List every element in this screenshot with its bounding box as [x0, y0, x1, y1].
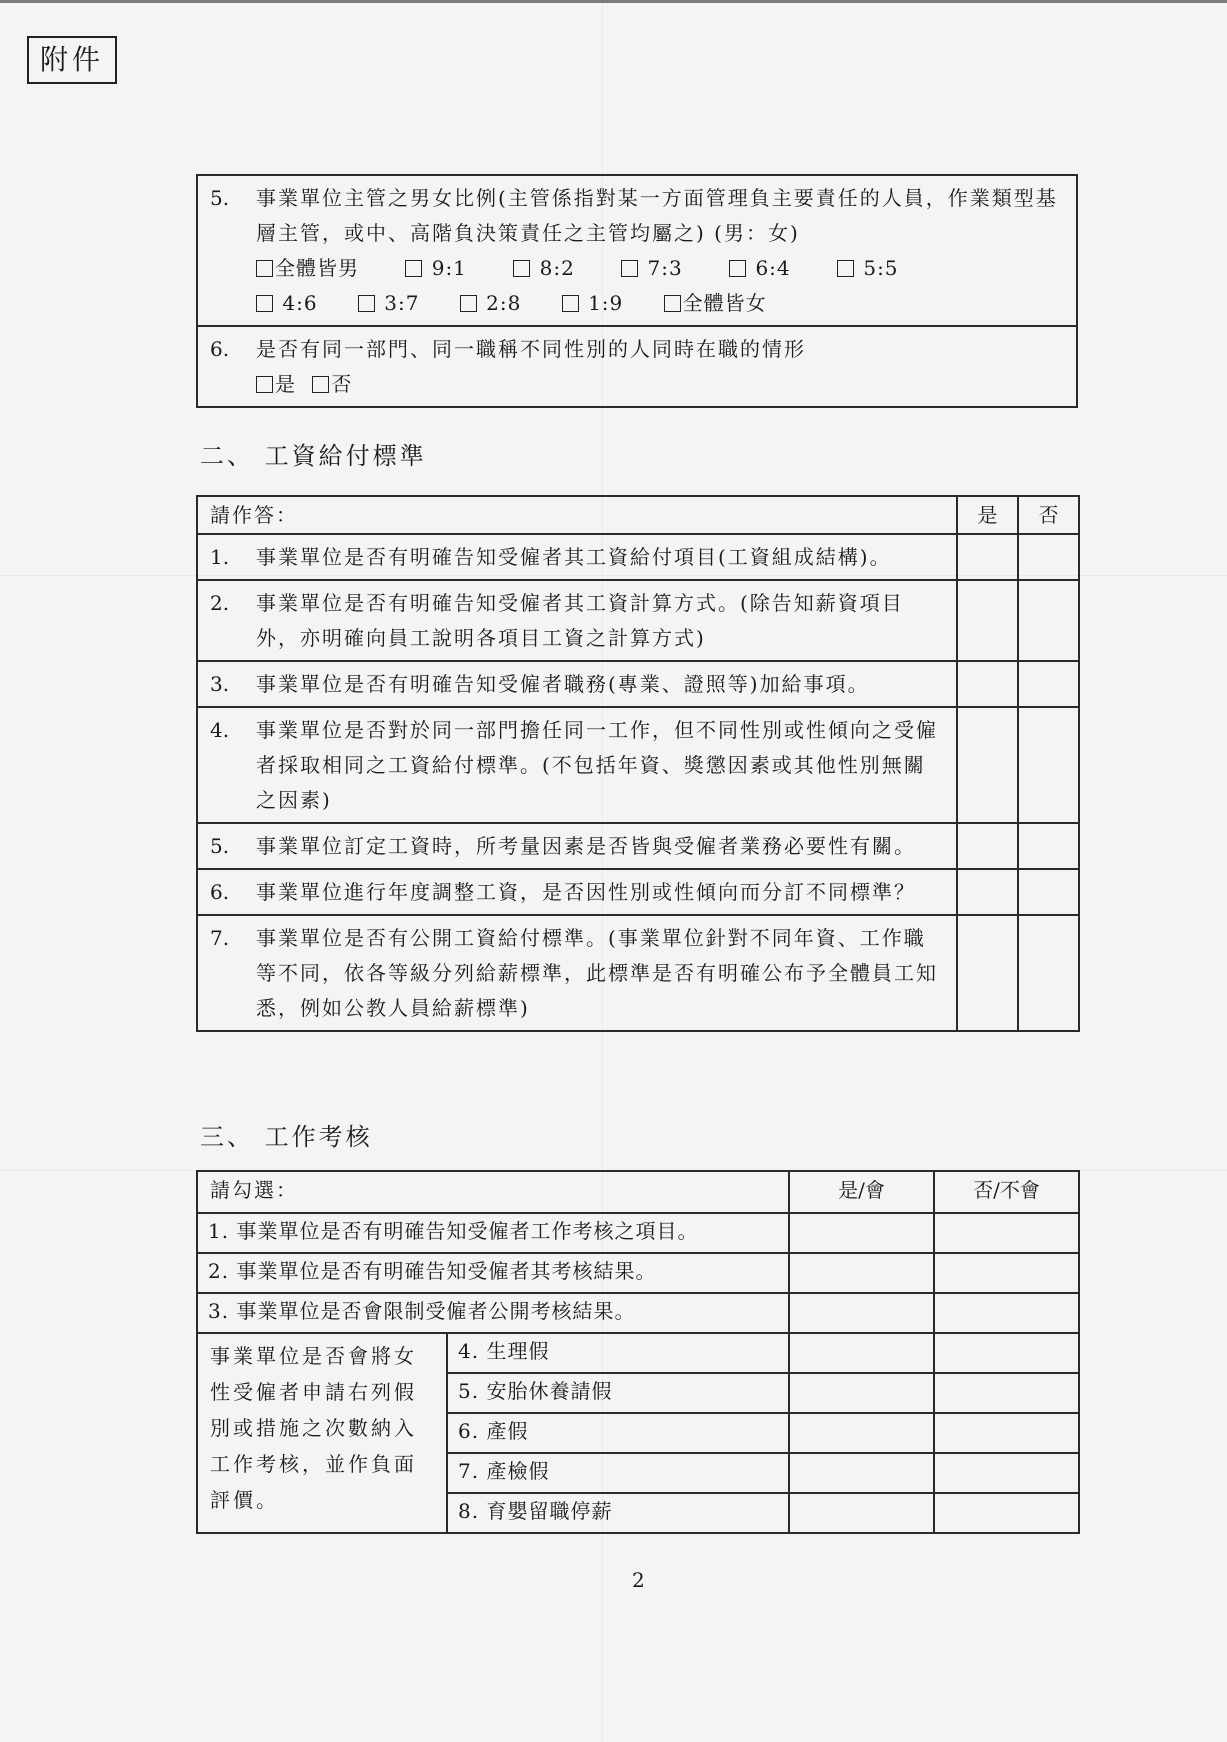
checkbox-icon[interactable] — [729, 260, 746, 277]
checkbox-icon[interactable] — [312, 376, 329, 393]
answer-no-cell[interactable] — [934, 1253, 1079, 1293]
item-text: 事業單位是否對於同一部門擔任同一工作，但不同性別或性傾向之受僱者採取相同之工資給付標準。(不包括年資、獎懲因素或其他性別無關之因素) — [256, 718, 938, 812]
q5-option[interactable]: 6:4 — [729, 251, 791, 286]
answer-yes-cell[interactable] — [957, 661, 1018, 707]
item-number: 7. — [210, 926, 230, 950]
answer-yes-cell[interactable] — [789, 1373, 934, 1413]
leave-item: 8. 育嬰留職停薪 — [447, 1493, 789, 1533]
q5-option[interactable]: 9:1 — [405, 251, 467, 286]
answer-no-cell[interactable] — [934, 1373, 1079, 1413]
q5-option[interactable]: 7:3 — [621, 251, 683, 286]
q5-option[interactable]: 2:8 — [460, 286, 522, 321]
answer-yes-cell[interactable] — [789, 1453, 934, 1493]
col-yes-header: 是 — [957, 496, 1018, 534]
answer-yes-cell[interactable] — [789, 1253, 934, 1293]
leave-group-label: 事業單位是否會將女性受僱者申請右列假別或措施之次數納入工作考核，並作負面評價。 — [197, 1333, 447, 1533]
checkbox-icon[interactable] — [837, 260, 854, 277]
checkbox-icon[interactable] — [256, 260, 273, 277]
leave-item: 6. 產假 — [447, 1413, 789, 1453]
annex-label: 附件 — [27, 36, 117, 84]
table-row — [197, 661, 1079, 707]
scan-top-edge — [0, 0, 1227, 3]
leave-item: 7. 產檢假 — [447, 1453, 789, 1493]
checkbox-icon[interactable] — [256, 376, 273, 393]
answer-yes-cell[interactable] — [957, 869, 1018, 915]
checkbox-icon[interactable] — [358, 295, 375, 312]
answer-yes-cell[interactable] — [957, 580, 1018, 661]
answer-yes-cell[interactable] — [789, 1293, 934, 1333]
table-row — [197, 1293, 1079, 1333]
item-text: 2. 事業單位是否有明確告知受僱者其考核結果。 — [197, 1253, 789, 1293]
q5-options-row1 — [256, 251, 1066, 286]
answer-yes-cell[interactable] — [957, 534, 1018, 580]
table-row — [197, 707, 1079, 823]
q5-option[interactable]: 4:6 — [256, 286, 318, 321]
q5-options-row2 — [256, 286, 1066, 321]
checkbox-icon[interactable] — [460, 295, 477, 312]
answer-no-cell[interactable] — [1018, 869, 1079, 915]
section3-heading: 三、 工作考核 — [200, 1123, 373, 1151]
section2-heading: 二、 工資給付標準 — [200, 442, 427, 470]
item-number: 6. — [210, 880, 230, 904]
table-row — [197, 869, 1079, 915]
q5-option[interactable]: 5:5 — [837, 251, 899, 286]
answer-yes-cell[interactable] — [789, 1493, 934, 1533]
section2-table — [196, 495, 1080, 1032]
checkbox-icon[interactable] — [562, 295, 579, 312]
item-text: 事業單位訂定工資時，所考量因素是否皆與受僱者業務必要性有關。 — [256, 834, 916, 858]
answer-no-cell[interactable] — [934, 1453, 1079, 1493]
answer-yes-cell[interactable] — [789, 1413, 934, 1453]
col-yes-header: 是/會 — [789, 1171, 934, 1213]
section2-header: 請作答： — [197, 496, 957, 534]
answer-no-cell[interactable] — [1018, 707, 1079, 823]
answer-no-cell[interactable] — [934, 1493, 1079, 1533]
q6-options — [256, 367, 1066, 402]
answer-yes-cell[interactable] — [957, 915, 1018, 1031]
table-row — [197, 1333, 1079, 1373]
q5-cell — [197, 175, 1077, 326]
q5-number: 5. — [210, 186, 230, 210]
col-no-header: 否 — [1018, 496, 1079, 534]
page-number: 2 — [632, 1568, 645, 1592]
table-row — [197, 1213, 1079, 1253]
item-text: 事業單位是否有公開工資給付標準。(事業單位針對不同年資、工作職等不同，依各等級分列給薪標準，此標準是否有明確公布予全體員工知悉，例如公教人員給薪標準) — [256, 926, 938, 1020]
q6-option-no[interactable]: 否 — [312, 367, 352, 402]
answer-no-cell[interactable] — [934, 1413, 1079, 1453]
answer-no-cell[interactable] — [934, 1293, 1079, 1333]
item-text: 事業單位進行年度調整工資，是否因性別或性傾向而分訂不同標準？ — [256, 880, 916, 904]
answer-no-cell[interactable] — [1018, 915, 1079, 1031]
q6-number: 6. — [210, 337, 230, 361]
table-row — [197, 534, 1079, 580]
q5-option[interactable]: 8:2 — [513, 251, 575, 286]
checkbox-icon[interactable] — [256, 295, 273, 312]
q6-text: 是否有同一部門、同一職稱不同性別的人同時在職的情形 — [256, 337, 806, 361]
q5-option[interactable]: 全體皆男 — [256, 251, 359, 286]
answer-no-cell[interactable] — [934, 1213, 1079, 1253]
item-number: 5. — [210, 834, 230, 858]
item-number: 3. — [210, 672, 230, 696]
answer-yes-cell[interactable] — [789, 1333, 934, 1373]
answer-yes-cell[interactable] — [789, 1213, 934, 1253]
q6-option-yes[interactable]: 是 — [256, 367, 296, 402]
section1-table — [196, 174, 1078, 408]
table-row — [197, 823, 1079, 869]
answer-no-cell[interactable] — [1018, 534, 1079, 580]
checkbox-icon[interactable] — [664, 295, 681, 312]
q5-option[interactable]: 3:7 — [358, 286, 420, 321]
item-number: 4. — [210, 718, 230, 742]
item-text: 1. 事業單位是否有明確告知受僱者工作考核之項目。 — [197, 1213, 789, 1253]
item-number: 2. — [210, 591, 230, 615]
leave-item: 4. 生理假 — [447, 1333, 789, 1373]
table-row — [197, 580, 1079, 661]
section3-header: 請勾選： — [197, 1171, 789, 1213]
item-text: 事業單位是否有明確告知受僱者職務(專業、證照等)加給事項。 — [256, 672, 870, 696]
answer-yes-cell[interactable] — [957, 823, 1018, 869]
answer-yes-cell[interactable] — [957, 707, 1018, 823]
item-text: 事業單位是否有明確告知受僱者其工資計算方式。(除告知薪資項目外，亦明確向員工說明各項目工資之計算方式) — [256, 591, 904, 650]
q5-option[interactable]: 1:9 — [562, 286, 624, 321]
answer-no-cell[interactable] — [1018, 580, 1079, 661]
answer-no-cell[interactable] — [934, 1333, 1079, 1373]
q5-option[interactable]: 全體皆女 — [664, 286, 767, 321]
table-row — [197, 1253, 1079, 1293]
checkbox-icon[interactable] — [405, 260, 422, 277]
col-no-header: 否/不會 — [934, 1171, 1079, 1213]
checkbox-icon[interactable] — [513, 260, 530, 277]
table-row — [197, 915, 1079, 1031]
q5-text: 事業單位主管之男女比例(主管係指對某一方面管理負主要責任的人員，作業類型基層主管，或中、高階負決策責任之主管均屬之) (男：女) — [256, 186, 1058, 245]
item-number: 1. — [210, 545, 230, 569]
section3-table — [196, 1170, 1080, 1534]
item-text: 事業單位是否有明確告知受僱者其工資給付項目(工資組成結構)。 — [256, 545, 892, 569]
answer-no-cell[interactable] — [1018, 661, 1079, 707]
leave-item: 5. 安胎休養請假 — [447, 1373, 789, 1413]
checkbox-icon[interactable] — [621, 260, 638, 277]
item-text: 3. 事業單位是否會限制受僱者公開考核結果。 — [197, 1293, 789, 1333]
answer-no-cell[interactable] — [1018, 823, 1079, 869]
q6-cell — [197, 326, 1077, 407]
